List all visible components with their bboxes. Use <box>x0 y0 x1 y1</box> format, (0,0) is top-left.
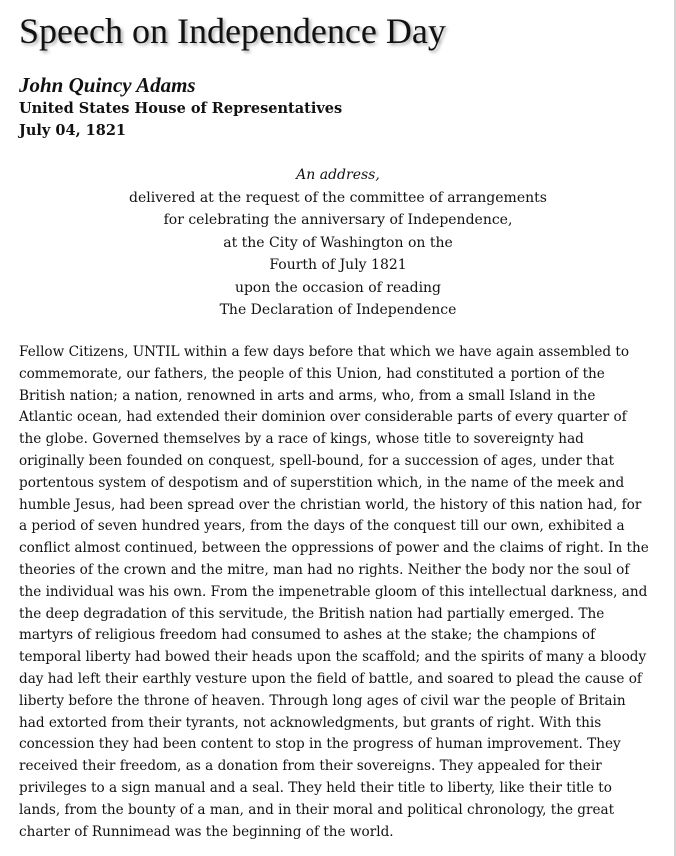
speech-line: originally been founded on conquest, spell-bound, for a succession of ages, under that <box>19 452 615 469</box>
speech-line: privileges to a sign manual and a seal. They held their title to liberty, like their title to <box>19 779 612 796</box>
address-line: The Declaration of Independence <box>219 302 457 318</box>
address-line: Fourth of July 1821 <box>269 257 407 273</box>
speech-line: commemorate, our fathers, the people of this Union, had constituted a portion of the <box>19 365 605 382</box>
speech-line: charter of Runnimead was the beginning of the world. <box>19 823 394 840</box>
speech-line: had extorted from their tyrants, not acknowledgments, but grants of right. With this <box>19 714 602 731</box>
speech-line: a period of seven hundred years, from the days of the conquest till our own, exhibited a <box>19 518 625 535</box>
speech-line: humble Jesus, had been spread over the christian world, the history of this nation had, for <box>19 496 642 513</box>
speech-line: temporal liberty had bowed their heads upon the scaffold; and the spirits of many a bloody <box>19 649 647 666</box>
speech-line: portentous system of despotism and of superstition which, in the name of the meek and <box>19 474 625 491</box>
address-line: delivered at the request of the committee of arrangements <box>129 189 547 206</box>
speech-line: theories of the crown and the mitre, man had no rights. Neither the body nor the soul of <box>19 561 630 578</box>
author-name: John Quincy Adams <box>19 73 196 97</box>
date-line: July 04, 1821 <box>19 122 127 139</box>
speech-line: Fellow Citizens, UNTIL within a few days before that which we have again assembled to <box>19 344 630 360</box>
speech-line: liberty before the throne of heaven. Through long ages of civil war the people of Britain <box>19 692 626 709</box>
speech-line: the deep degradation of this servitude, the British nation had partially emerged. The <box>19 605 605 622</box>
speech-line: British nation; a nation, renowned in arts and arms, who, from a small Island in the <box>19 387 596 404</box>
speech-line: received their freedom, as a donation from their sovereigns. They appealed for their <box>19 758 602 775</box>
address-line: for celebrating the anniversary of Independence, <box>163 212 513 228</box>
address-line: An address, <box>296 167 380 183</box>
page-title: Speech on Independence Day <box>19 11 446 51</box>
speech-line: lands, from the bounty of a man, and in their moral and political chronology, the great <box>19 801 615 818</box>
speech-line: the globe. Governed themselves by a race of kings, whose title to sovereignty had <box>19 431 584 448</box>
speech-line: Atlantic ocean, had extended their dominion over considerable parts of every quarter of <box>19 409 627 426</box>
address-line: upon the occasion of reading <box>234 279 442 296</box>
speech-line: day had left their earthly vesture upon the field of battle, and soared to plead the cause of <box>19 670 642 687</box>
speech-line: martyrs of religious freedom had consumed to ashes at the stake; the champions of <box>19 627 596 644</box>
address-block <box>0 164 676 322</box>
speech-line: conflict almost continued, between the oppressions of power and the claims of right. In the <box>19 540 649 557</box>
speech-line: concession they had been content to stop in the progress of human improvement. They <box>19 736 621 753</box>
speech-paragraph <box>19 342 659 843</box>
address-line: at the City of Washington on the <box>223 234 453 251</box>
speech-line: the individual was his own. From the impenetrable gloom of this intellectual darkness, and <box>19 583 648 600</box>
venue-line: United States House of Representatives <box>19 100 343 117</box>
